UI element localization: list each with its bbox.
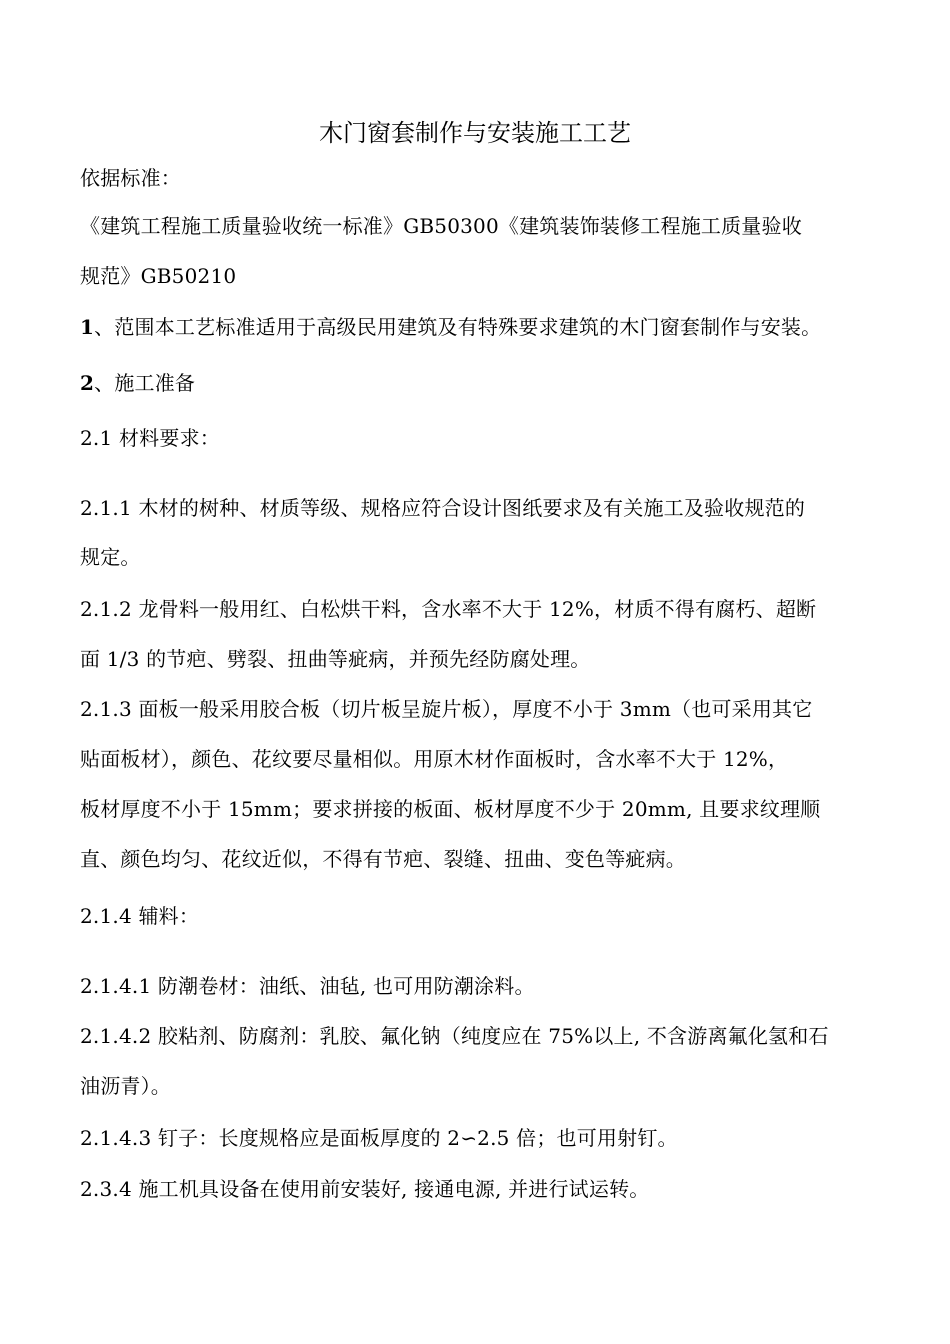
section-2-1-1-line-2: 规定。 (80, 545, 141, 569)
section-2-1: 2.1 材料要求： (80, 426, 220, 450)
basis-line-2: 规范》GB50210 (80, 264, 237, 288)
section-2-3-4: 2.3.4 施工机具设备在使用前安装好, 接通电源, 并进行试运转。 (80, 1177, 650, 1201)
section-2-1-3-line-2: 贴面板材），颜色、花纹要尽量相似。用原木材作面板时，含水率不大于 12%， (80, 747, 789, 771)
section-2-1-4-2-line-1: 2.1.4.2 胶粘剂、防腐剂：乳胶、氟化钠（纯度应在 75%以上, 不含游离氟化氢和石 (80, 1024, 829, 1048)
document-title: 木门窗套制作与安装施工工艺 (319, 119, 631, 147)
section-2-1-3-line-3: 板材厚度不小于 15mm；要求拼接的板面、板材厚度不少于 20mm, 且要求纹理顺 (80, 797, 821, 821)
section-1 (80, 313, 821, 341)
section-2-1-3-line-4: 直、颜色均匀、花纹近似，不得有节疤、裂缝、扭曲、变色等疵病。 (80, 847, 686, 871)
section-2-1-4-1: 2.1.4.1 防潮卷材：油纸、油毡, 也可用防潮涂料。 (80, 974, 535, 998)
section-2-1-2-line-2: 面 1/3 的节疤、劈裂、扭曲等疵病，并预先经防腐处理。 (80, 647, 591, 671)
section-2-1-1-line-1: 2.1.1 木材的树种、材质等级、规格应符合设计图纸要求及有关施工及验收规范的 (80, 496, 806, 520)
section-2 (80, 369, 195, 397)
basis-line-1: 《建筑工程施工质量验收统一标准》GB50300《建筑装饰装修工程施工质量验收 (80, 214, 802, 238)
section-1-number: 1 (80, 315, 95, 339)
section-2-1-3-line-1: 2.1.3 面板一般采用胶合板（切片板呈旋片板），厚度不小于 3mm（也可采用其它 (80, 697, 813, 721)
section-2-1-2-line-1: 2.1.2 龙骨料一般用红、白松烘干料，含水率不大于 12%，材质不得有腐朽、超断 (80, 597, 817, 621)
section-1-text: 、范围本工艺标准适用于高级民用建筑及有特殊要求建筑的木门窗套制作与安装。 (94, 315, 822, 339)
section-2-1-4-3: 2.1.4.3 钉子：长度规格应是面板厚度的 2∽2.5 倍；也可用射钉。 (80, 1126, 678, 1150)
section-2-1-4-2-line-2: 油沥青）。 (80, 1074, 171, 1098)
section-2-text: 、施工准备 (94, 371, 196, 395)
section-2-number: 2 (80, 371, 95, 395)
section-2-1-4: 2.1.4 辅料： (80, 904, 200, 928)
basis-label: 依据标准： (80, 166, 181, 190)
